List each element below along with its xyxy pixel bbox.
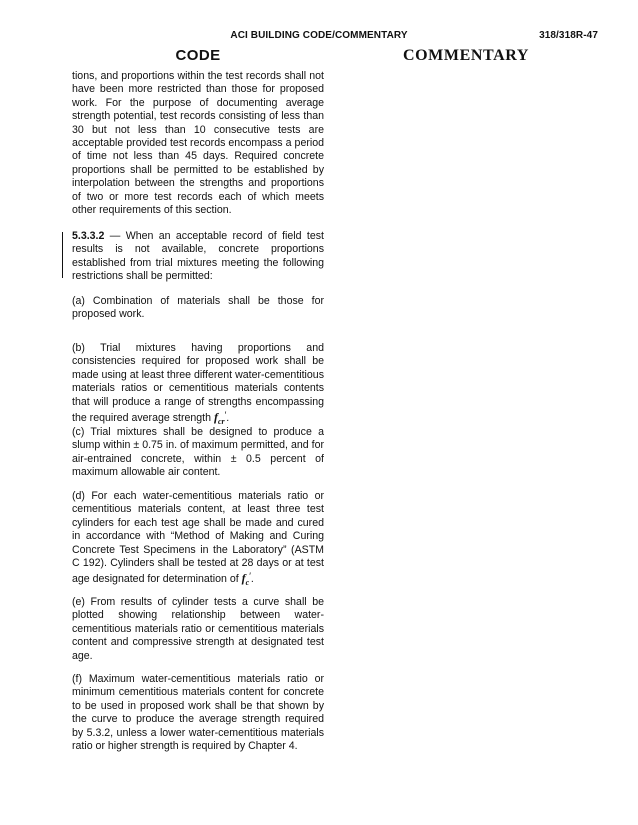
item-b-text: (b) Trial mixtures having proportions and consistencies required for proposed work shall be made using at least three different water-cementitious materials ratios or cementitious materials contents that will produce a range of strengths encompassing the required average strength	[72, 342, 324, 425]
item-c	[72, 426, 324, 480]
item-a-text: (a) Combination of materials shall be those for proposed work.	[72, 295, 324, 321]
code-column-title: CODE	[175, 47, 221, 64]
item-c-text: (c) Trial mixtures shall be designed to produce a slump within ± 0.75 in. of maximum permitted, and for air-entrained concrete, within ± 0.5 percent of maximum allowable air content.	[72, 426, 324, 479]
fcr-subscript: cr	[217, 417, 225, 427]
item-d-text: (d) For each water-cementitious materials ratio or cementitious materials content, at least three test cylinders for each test age shall be made and cured in accordance with “Method of Making and Curing Concrete Test Specimens in the Laboratory” (ASTM C 192). Cylinders shall be tested at 28 days or at test age designated for determination of	[72, 490, 324, 586]
item-e	[72, 596, 324, 663]
code-intro-paragraph	[72, 70, 324, 217]
fcr-symbol: f	[213, 410, 218, 425]
item-b	[72, 342, 324, 428]
section-text: — When an acceptable record of field test results is not available, concrete proportions established from trial mixtures meeting the following restrictions shall be permitted:	[72, 230, 324, 283]
item-d-end: .	[250, 573, 254, 586]
intro-text: tions, and proportions within the test records shall not have been more restricted than those for proposed work. For the purpose of documenting average strength potential, test records consisting of less than 30 but not less than 10 consecutive tests are acceptable provided test records encompass a period of time not less than 45 days. Required concrete proportions shall be permitted to be established by interpolation between the strengths and proportions of two or more test records each of which meets other requirements of this section.	[72, 70, 324, 217]
running-header-title: ACI BUILDING CODE/COMMENTARY	[230, 30, 408, 41]
item-d	[72, 490, 324, 590]
fc-subscript: c	[245, 578, 250, 588]
section-5-3-3-2	[72, 230, 324, 284]
item-f-text: (f) Maximum water-cementitious materials ratio or minimum cementitious materials content for concrete to be used in proposed work shall be that shown by the curve to produce the average strength required by 5.3.2, unless a lower water-cementitious materials ratio or higher strength is required by Chapter 4.	[72, 673, 324, 753]
fcr-prime: ′	[224, 410, 227, 421]
item-a	[72, 295, 324, 322]
revision-change-bar	[62, 232, 63, 278]
item-e-text: (e) From results of cylinder tests a curve shall be plotted showing relationship between water-cementitious materials ratio or cementitious materials content and compressive strength at designated test age.	[72, 596, 324, 662]
item-f	[72, 673, 324, 753]
commentary-column-title: COMMENTARY	[402, 47, 529, 64]
item-b-end: .	[226, 412, 230, 425]
fc-prime: ′	[249, 571, 251, 582]
fc-symbol: f	[241, 571, 246, 586]
page-reference: 318/318R-47	[539, 30, 598, 41]
section-number: 5.3.3.2	[72, 230, 105, 242]
